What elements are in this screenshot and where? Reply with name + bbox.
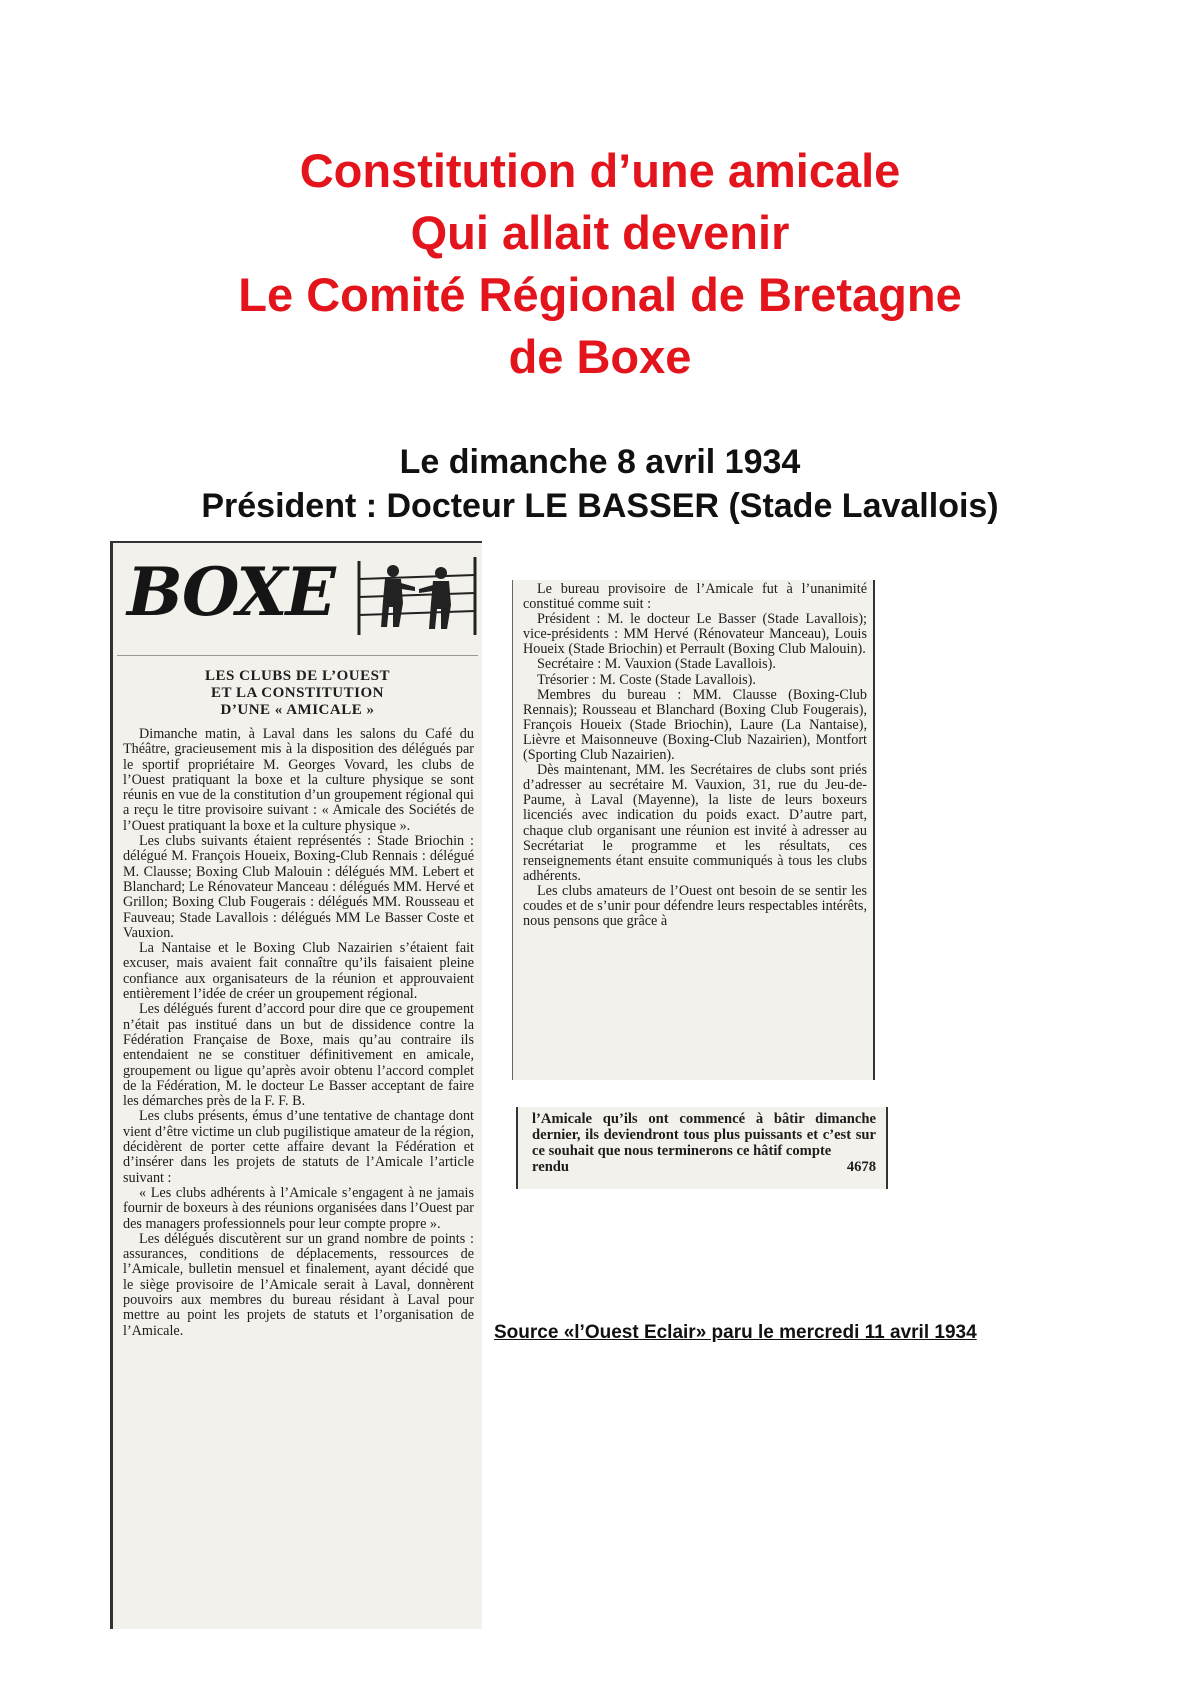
paragraph: Les clubs amateurs de l’Ouest ont besoin de se sentir les coudes et de s’unir pour défendre leurs respectables intérêts, nous pensons que grâce à bbox=[523, 882, 867, 930]
boxe-masthead bbox=[117, 543, 478, 656]
paragraph: Trésorier : M. Coste (Stade Lavallois). bbox=[537, 671, 756, 688]
paragraph: « Les clubs adhérents à l’Amicale s’engagent à ne jamais fournir de boxeurs à des réunions organisées dans l’Ouest par des managers professionnels pour leur compte propre ». bbox=[123, 1184, 474, 1232]
paragraph: Dès maintenant, MM. les Secrétaires de clubs sont priés d’adresser au secrétaire M. Vauxion, 31, rue du Jeu-de-Paume, à Laval (Mayenne), la liste de leurs boxeurs licenciés avec indication du poids exact. D’autre part, chaque club organisant une réunion est invité à adresser au Secrétariat le programme et les résultats, ces renseignements étant ensuite communiqués à tous les clubs adhérents. bbox=[523, 762, 867, 884]
boxers-ring-icon bbox=[355, 551, 479, 639]
title-line-3: Le Comité Régional de Bretagne bbox=[238, 268, 962, 321]
paragraph: Les clubs suivants étaient représentés : Stade Briochin : délégué M. François Houeix, Boxing-Club Rennais : délégué M. Clausse; Boxing Club Malouin : délégués MM. Lebert et Blanchard; Le Rénovateur Manceau : délégués MM. Hervé et Grillon; Boxing Club Fougerais : délégués MM. Rousseau et Fauveau; Stade Lavallois : délégués MM Le Basser Coste et Vauxion. bbox=[123, 833, 474, 941]
last-word: rendu bbox=[532, 1159, 570, 1175]
paragraph: Les clubs présents, émus d’une tentative de chantage dont vient d’être victime un club pugilistique amateur de la région, décidèrent de porter cette affaire devant la Fédération et d’insérer dans les projets de statuts de l’Amicale l’article suivant : bbox=[123, 1108, 474, 1186]
article-headline bbox=[119, 668, 476, 719]
conclusion-text: l’Amicale qu’ils ont commencé à bâtir dimanche dernier, ils deviendront tous plus puissants et c’est sur ce souhait que nous terminerons ce hâtif compte bbox=[532, 1111, 876, 1159]
title-line-1: Constitution d’une amicale bbox=[299, 144, 901, 197]
paragraph: Secrétaire : M. Vauxion (Stade Lavallois). bbox=[537, 656, 776, 673]
page-title bbox=[0, 140, 1200, 388]
headline-line-2: ET LA CONSTITUTION bbox=[211, 685, 384, 701]
article-conclusion bbox=[518, 1107, 886, 1175]
date-line: Le dimanche 8 avril 1934 bbox=[399, 443, 801, 481]
headline-line-1: LES CLUBS DE L’OUEST bbox=[205, 668, 390, 684]
newspaper-clipping-left bbox=[110, 541, 482, 1629]
paragraph: Membres du bureau : MM. Clausse (Boxing-Club Rennais); Rousseau et Blanchard (Boxing Club Fougerais), François Houeix (Stade Briochin), Laure (La Nantaise), Lièvre et Maisonneuve (Boxing-Club Nazairien), Montfort (Sporting Club Nazairien). bbox=[523, 686, 867, 764]
article-body-right bbox=[513, 580, 873, 929]
paragraph: Les délégués furent d’accord pour dire que ce groupement n’était pas institué dans un but de dissidence contre la Fédération Française de Boxe, mais qu’au contraire ils entendaient ne se constituer définitivement en amicale, groupement ou ligue qu’après avoir obtenu l’accord complet de la Fédération, M. le docteur Le Basser acceptant de faire les démarches près de la F. F. B. bbox=[123, 1001, 474, 1110]
president-line: Président : Docteur LE BASSER (Stade Lavallois) bbox=[201, 487, 999, 525]
newspaper-clipping-right-top bbox=[512, 580, 875, 1080]
headline-line-3: D’UNE « AMICALE » bbox=[220, 702, 375, 718]
source-citation: Source «l’Ouest Eclair» paru le mercredi 11 avril 1934 bbox=[494, 1322, 977, 1343]
masthead-title: BOXE bbox=[127, 553, 334, 631]
article-number: 4678 bbox=[846, 1159, 876, 1175]
paragraph: Le bureau provisoire de l’Amicale fut à l’unanimité constitué comme suit : bbox=[523, 581, 867, 613]
title-line-2: Qui allait devenir bbox=[410, 206, 790, 259]
paragraph: Les délégués discutèrent sur un grand nombre de points : assurances, conditions de déplacements, ressources de l’Amicale, bulletin mensuel et finalement, ayant décidé que le siège provisoire de l’Amicale serait à Laval, donnèrent pouvoirs aux membres du bureau résidant à Laval pour mettre au point les projets de statuts et l’organisation de l’Amicale. bbox=[123, 1230, 474, 1339]
title-line-4: de Boxe bbox=[508, 330, 692, 383]
conclusion-tail bbox=[532, 1159, 876, 1175]
newspaper-clipping-right-bottom bbox=[516, 1107, 888, 1189]
subtitle bbox=[0, 440, 1200, 528]
paragraph: Président : M. le docteur Le Basser (Stade Lavallois); vice-présidents : MM Hervé (Rénovateur Manceau), Louis Houeix (Stade Briochin) et Perrault (Boxing Club Malouin). bbox=[523, 611, 867, 658]
paragraph: Dimanche matin, à Laval dans les salons du Café du Théâtre, gracieusement mis à la disposition des délégués par le sportif propriétaire M. Georges Vovard, les clubs de l’Ouest pratiquant la boxe et la culture physique se sont réunis en vue de la constitution d’un groupement régional qui a reçu le titre provisoire suivant : « Amicale des Sociétés de l’Ouest pratiquant la boxe et la culture physique ». bbox=[123, 726, 474, 834]
article-body-left bbox=[113, 727, 482, 1339]
paragraph: La Nantaise et le Boxing Club Nazairien s’étaient fait excuser, mais avaient fait connaître qu’ils faisaient pleine confiance aux organisateurs de la réunion et approuvaient entièrement l’idée de créer un groupement régional. bbox=[123, 940, 474, 1003]
